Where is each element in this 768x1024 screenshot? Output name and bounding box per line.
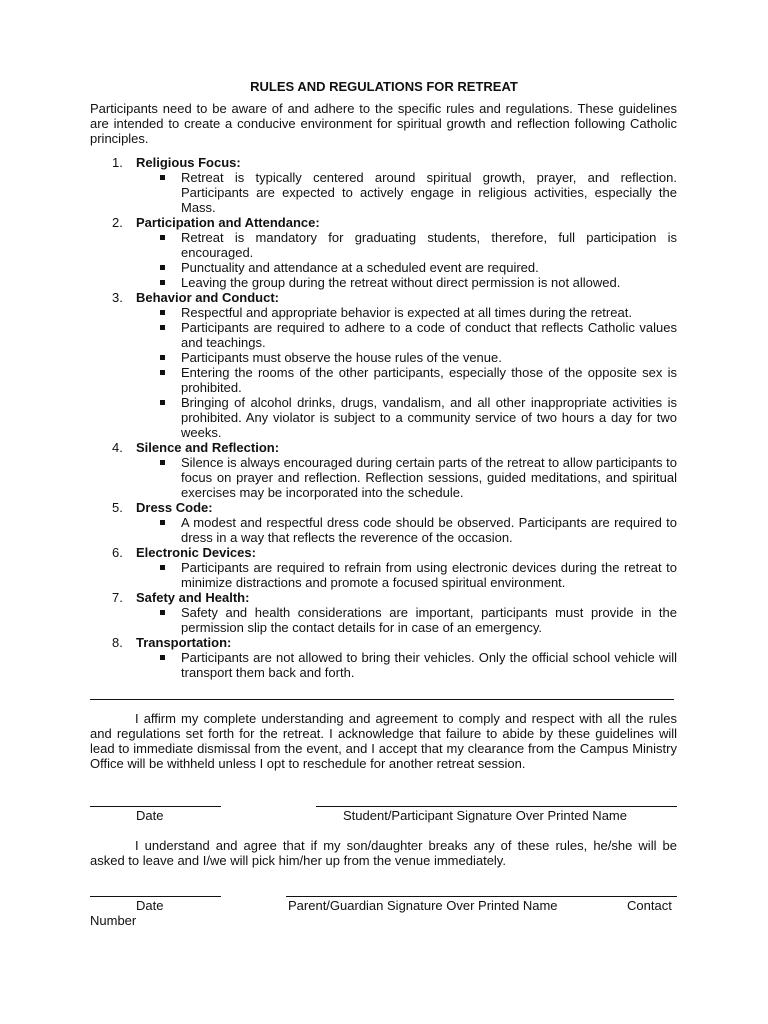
rule-bullet-text: Participants are not allowed to bring their vehicles. Only the official school vehicle will transport them back and forth.	[181, 650, 677, 680]
rule-bullet-list	[136, 650, 677, 680]
student-date-line	[90, 806, 221, 807]
rule-number: 2.	[112, 215, 123, 230]
section-divider	[90, 699, 674, 700]
rule-bullet	[136, 650, 677, 680]
rule-number: 4.	[112, 440, 123, 455]
rule-item	[90, 155, 677, 215]
rule-bullet	[136, 605, 677, 635]
rule-heading: Safety and Health:	[136, 590, 250, 605]
rule-bullet	[136, 320, 677, 350]
rule-bullet	[136, 365, 677, 395]
rule-bullet-text: Respectful and appropriate behavior is expected at all times during the retreat.	[181, 305, 632, 320]
parent-statement-paragraph: I understand and agree that if my son/daughter breaks any of these rules, he/she will be asked to leave and I/we will pick him/her up from the venue immediately.	[90, 838, 677, 868]
rule-item	[90, 590, 677, 635]
square-bullet-icon	[160, 400, 165, 405]
rules-list	[90, 155, 677, 680]
rule-bullet-text: Bringing of alcohol drinks, drugs, vandalism, and all other inappropriate activities is prohibited. Any violator is subject to a community service of two hours a day for two weeks.	[181, 395, 677, 440]
square-bullet-icon	[160, 370, 165, 375]
rule-item	[90, 215, 677, 290]
parent-date-label: Date	[136, 898, 164, 913]
rule-bullet-text: Punctuality and attendance at a scheduled event are required.	[181, 260, 539, 275]
rule-item	[90, 500, 677, 545]
square-bullet-icon	[160, 460, 165, 465]
rule-bullet	[136, 395, 677, 440]
rule-item	[90, 440, 677, 500]
square-bullet-icon	[160, 265, 165, 270]
rule-bullet-text: Participants must observe the house rules of the venue.	[181, 350, 502, 365]
rule-bullet-text: A modest and respectful dress code should be observed. Participants are required to dress in a way that reflects the reverence of the occasion.	[181, 515, 677, 545]
student-signature-label: Student/Participant Signature Over Printed Name	[343, 808, 627, 823]
square-bullet-icon	[160, 280, 165, 285]
rule-bullet-text: Entering the rooms of the other participants, especially those of the opposite sex is prohibited.	[181, 365, 677, 395]
rule-number: 1.	[112, 155, 123, 170]
rule-bullet-list	[136, 305, 677, 440]
square-bullet-icon	[160, 175, 165, 180]
page-title: RULES AND REGULATIONS FOR RETREAT	[250, 79, 518, 94]
square-bullet-icon	[160, 610, 165, 615]
contact-label-continued: Number	[90, 913, 137, 928]
rule-bullet-list	[136, 170, 677, 215]
student-date-label: Date	[136, 808, 164, 823]
rule-item	[90, 290, 677, 440]
rule-bullet-list	[136, 515, 677, 545]
rule-bullet-text: Silence is always encouraged during certain parts of the retreat to allow participants to focus on prayer and reflection. Reflection sessions, guided meditations, and spiritual exercises may be incorporated into the schedule.	[181, 455, 677, 500]
rule-bullet	[136, 350, 677, 365]
intro-paragraph: Participants need to be aware of and adhere to the specific rules and regulations. These guidelines are intended to create a conducive environment for spiritual growth and reflection following Catholic principles.	[90, 101, 677, 146]
rule-bullet	[136, 275, 677, 290]
parent-date-line	[90, 896, 221, 897]
rule-bullet	[136, 170, 677, 215]
rule-bullet-text: Participants are required to adhere to a code of conduct that reflects Catholic values and teachings.	[181, 320, 677, 350]
rule-bullet	[136, 230, 677, 260]
square-bullet-icon	[160, 310, 165, 315]
rule-number: 7.	[112, 590, 123, 605]
rule-heading: Behavior and Conduct:	[136, 290, 280, 305]
rule-heading: Dress Code:	[136, 500, 213, 515]
rule-bullet-list	[136, 560, 677, 590]
rule-heading: Participation and Attendance:	[136, 215, 320, 230]
rule-bullet-list	[136, 605, 677, 635]
rule-number: 5.	[112, 500, 123, 515]
square-bullet-icon	[160, 325, 165, 330]
rule-bullet-text: Retreat is mandatory for graduating students, therefore, full participation is encouraged.	[181, 230, 677, 260]
rule-heading: Transportation:	[136, 635, 232, 650]
rule-bullet	[136, 560, 677, 590]
rule-bullet-list	[136, 455, 677, 500]
rule-number: 3.	[112, 290, 123, 305]
affirmation-paragraph: I affirm my complete understanding and agreement to comply and respect with all the rules and regulations set forth for the retreat. I acknowledge that failure to abide by these guidelines will lead to immediate dismissal from the event, and I accept that my clearance from the Campus Ministry Office will be withheld unless I opt to reschedule for another retreat session.	[90, 711, 677, 771]
rule-number: 6.	[112, 545, 123, 560]
rule-bullet-text: Leaving the group during the retreat without direct permission is not allowed.	[181, 275, 621, 290]
parent-signature-line	[286, 896, 677, 897]
student-signature-line	[316, 806, 677, 807]
square-bullet-icon	[160, 520, 165, 525]
rule-bullet	[136, 260, 677, 275]
rule-item	[90, 545, 677, 590]
rule-bullet-text: Safety and health considerations are important, participants must provide in the permission slip the contact details for in case of an emergency.	[181, 605, 677, 635]
square-bullet-icon	[160, 355, 165, 360]
square-bullet-icon	[160, 235, 165, 240]
square-bullet-icon	[160, 565, 165, 570]
rule-heading: Electronic Devices:	[136, 545, 256, 560]
parent-signature-label: Parent/Guardian Signature Over Printed Name	[288, 898, 558, 913]
rule-item	[90, 635, 677, 680]
rule-number: 8.	[112, 635, 123, 650]
rule-bullet	[136, 305, 677, 320]
contact-label: Contact	[627, 898, 672, 913]
rule-heading: Silence and Reflection:	[136, 440, 280, 455]
rule-bullet-list	[136, 230, 677, 290]
rule-bullet-text: Participants are required to refrain from using electronic devices during the retreat to minimize distractions and promote a focused spiritual environment.	[181, 560, 677, 590]
square-bullet-icon	[160, 655, 165, 660]
rule-bullet	[136, 515, 677, 545]
rule-heading: Religious Focus:	[136, 155, 241, 170]
rule-bullet	[136, 455, 677, 500]
rule-bullet-text: Retreat is typically centered around spiritual growth, prayer, and reflection. Participants are expected to actively engage in religious activities, especially the Mass.	[181, 170, 677, 215]
